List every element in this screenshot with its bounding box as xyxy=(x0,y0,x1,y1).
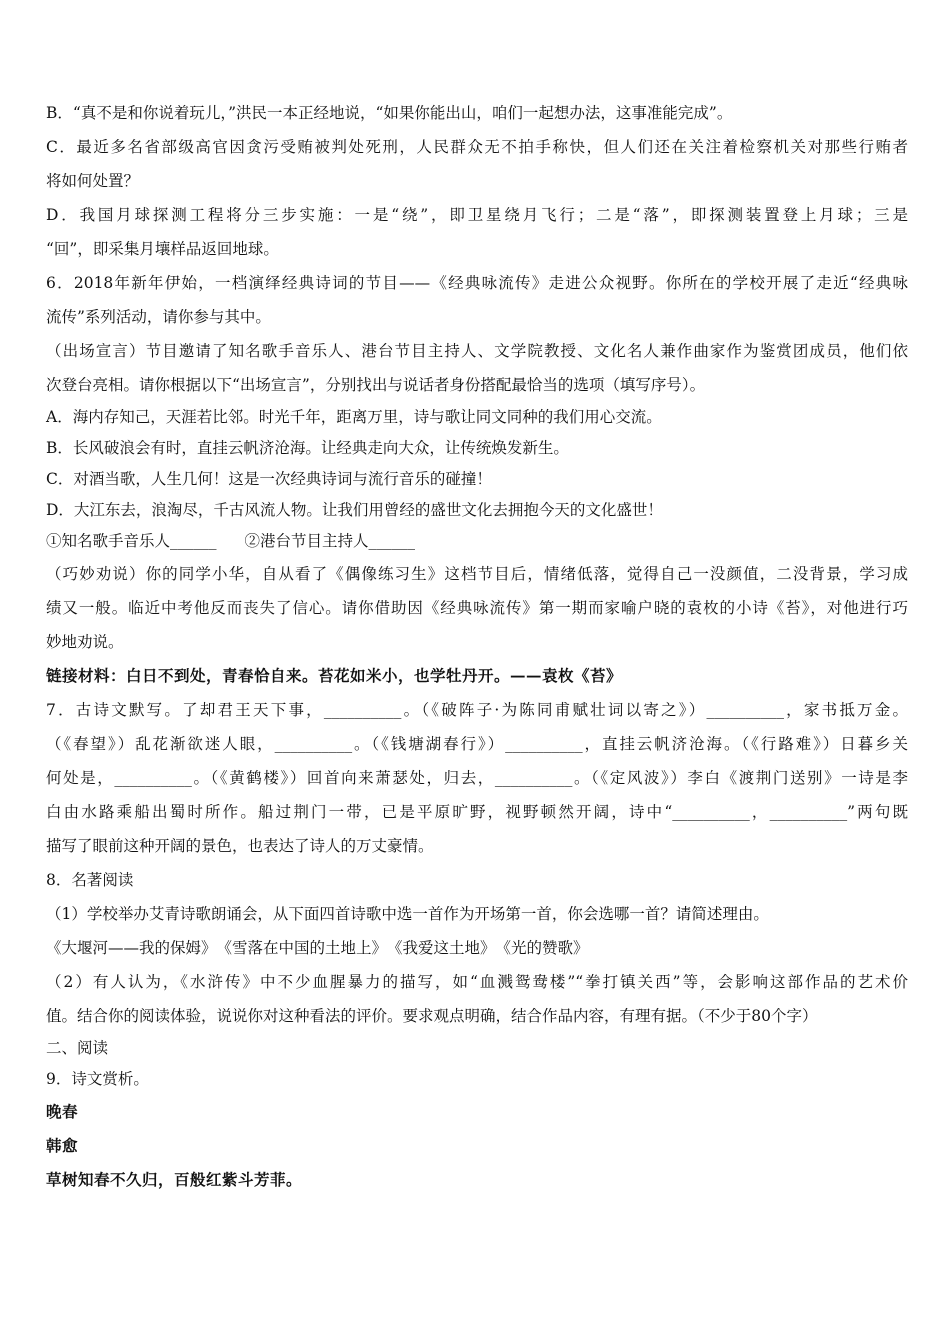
poem-title: 晚春 xyxy=(46,1102,79,1121)
question-9-title: 9．诗文赏析。 xyxy=(46,1070,149,1088)
option-d-line1: D．我国月球探测工程将分三步实施：一是“绕”，即卫星绕月飞行；二是“落”，即探测装置登上月球；三是 xyxy=(46,206,908,224)
blank-singer: ①知名歌手音乐人______ xyxy=(46,532,217,550)
question-8-part1: （1）学校举办艾青诗歌朗诵会，从下面四首诗歌中选一首作为开场第一首，你会选哪一首？请简述理由。 xyxy=(46,905,769,923)
question-7-line5: 描写了眼前这种开阔的景色，也表达了诗人的万丈豪情。 xyxy=(46,837,434,855)
link-material: 链接材料：白日不到处，青春恰自来。苔花如米小，也学牡丹开。——袁枚《苔》 xyxy=(46,666,623,685)
blank-host: ②港台节目主持人______ xyxy=(244,532,416,550)
question-8-part2-line2: 值。结合你的阅读体验，说说你对这种看法的评价。要求观点明确，结合作品内容，有理有据。（不少于80个字） xyxy=(46,1007,818,1025)
question-6-line7: 妙地劝说。 xyxy=(46,633,124,651)
question-6-line3: （出场宣言）节目邀请了知名歌手音乐人、港台节目主持人、文学院教授、文化名人兼作曲家作为鉴赏团成员，他们依 xyxy=(46,342,908,360)
question-6-option-d: D．大江东去，浪淘尽，千古风流人物。让我们用曾经的盛世文化去拥抱今天的文化盛世！ xyxy=(46,501,663,519)
question-7-line4: 白由水路乘船出蜀时所作。船过荆门一带，已是平原旷野，视野顿然开阔，诗中“__________，__________”两句既 xyxy=(46,803,908,821)
question-7-line2: （《春望》）乱花渐欲迷人眼，__________。（《钱塘湖春行》）__________，直挂云帆济沧海。（《行路难》）日暮乡关 xyxy=(46,735,908,753)
option-c-line1: C．最近多名省部级高官因贪污受贿被判处死刑，人民群众无不拍手称快，但人们还在关注着检察机关对那些行贿者 xyxy=(46,138,908,156)
section-2-heading: 二、阅读 xyxy=(46,1039,109,1057)
question-7-line1: 7．古诗文默写。了却君王天下事，__________。（《破阵子·为陈同甫赋壮词以寄之》）__________，家书抵万金。 xyxy=(46,701,908,719)
question-6-line1: 6．2018年新年伊始，一档演绎经典诗词的节目——《经典咏流传》走进公众视野。你所在的学校开展了走近“经典咏 xyxy=(46,274,908,292)
question-8-poems: 《大堰河——我的保姆》 《雪落在中国的土地上》 《我爱这土地》 《光的赞歌》 xyxy=(46,939,589,957)
option-b: B．“真不是和你说着玩儿，”洪民一本正经地说，“如果你能出山，咱们一起想办法，这事准能完成”。 xyxy=(46,104,733,122)
question-6-line6: 绩又一般。临近中考他反而丧失了信心。请你借助因《经典咏流传》第一期而家喻户晓的袁枚的小诗《苔》，对他进行巧 xyxy=(46,599,908,617)
question-8-part2-line1: （2）有人认为，《水浒传》中不少血腥暴力的描写，如“血溅鸳鸯楼”“拳打镇关西”等，会影响这部作品的艺术价 xyxy=(46,973,908,991)
question-6-option-b: B．长风破浪会有时，直挂云帆济沧海。让经典走向大众，让传统焕发新生。 xyxy=(46,439,569,457)
document-page xyxy=(46,96,908,1197)
question-6-line4: 次登台亮相。请你根据以下“出场宣言”，分别找出与说话者身份搭配最恰当的选项（填写序号）。 xyxy=(46,376,706,394)
question-7-line3: 何处是，__________。（《黄鹤楼》）回首向来萧瑟处，归去，__________。（《定风波》）李白《渡荆门送别》一诗是李 xyxy=(46,769,908,787)
question-6-option-c: C．对酒当歌，人生几何！这是一次经典诗词与流行音乐的碰撞！ xyxy=(46,470,492,488)
option-c-line2: 将如何处置？ xyxy=(46,172,140,190)
question-8-title: 8．名著阅读 xyxy=(46,871,134,889)
question-6-option-a: A．海内存知己，天涯若比邻。时光千年，距离万里，诗与歌让同文同种的我们用心交流。 xyxy=(46,408,662,426)
question-6-line2: 流传”系列活动，请你参与其中。 xyxy=(46,308,271,326)
poem-author: 韩愈 xyxy=(46,1136,79,1155)
question-6-blanks xyxy=(46,526,908,557)
option-d-line2: “回”，即采集月壤样品返回地球。 xyxy=(46,240,279,258)
poem-line-1: 草树知春不久归，百般红紫斗芳菲。 xyxy=(46,1170,303,1189)
question-6-line5: （巧妙劝说）你的同学小华，自从看了《偶像练习生》这档节目后，情绪低落，觉得自己一没颜值，二没背景，学习成 xyxy=(46,565,908,583)
